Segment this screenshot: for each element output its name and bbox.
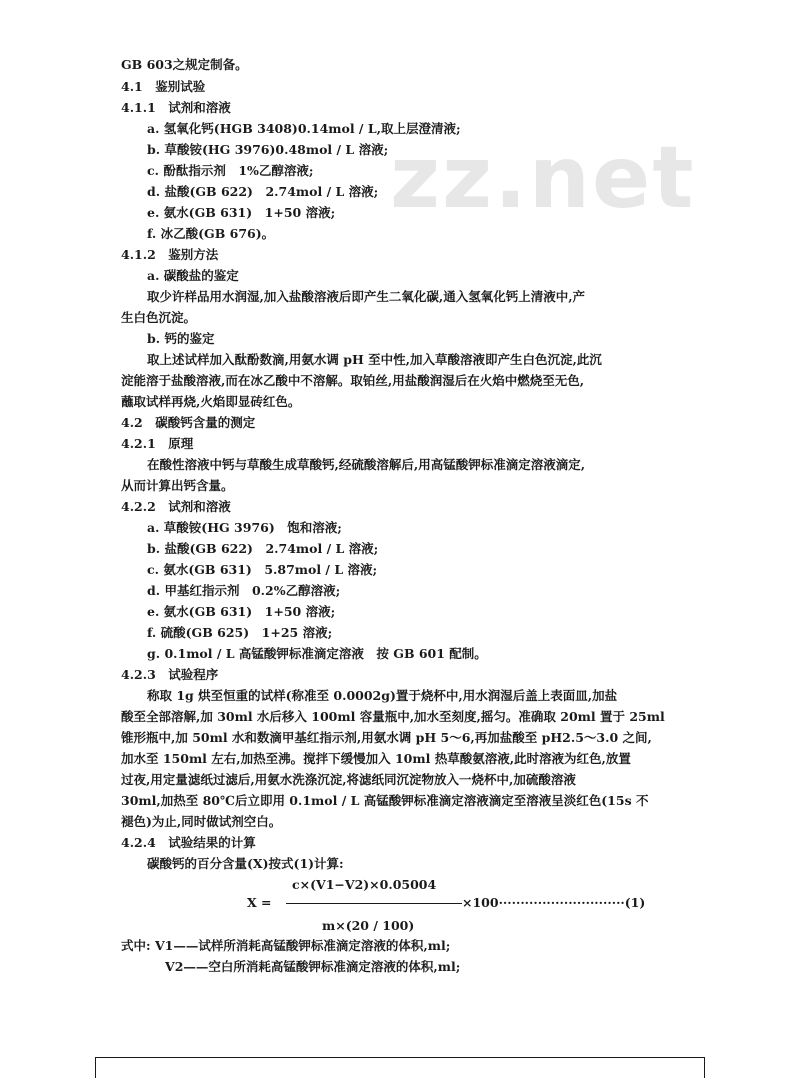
text-line: a. 氢氧化钙(HGB 3408)0.14mol / L,取上层澄清液; <box>147 121 461 136</box>
text-line: 酸至全部溶解,加 30ml 水后移入 100ml 容量瓶中,加水至刻度,摇匀。准确取 20ml 置于 25ml <box>121 709 665 724</box>
text-line: 4.2.2 试剂和溶液 <box>121 499 231 514</box>
text-line: 从而计算出钙含量。 <box>121 478 234 493</box>
text-line: V2——空白所消耗高锰酸钾标准滴定溶液的体积,ml; <box>165 959 461 974</box>
text-line: 取上述试样加入酞酚数滴,用氨水调 pH 至中性,加入草酸溶液即产生白色沉淀,此沉 <box>147 352 602 367</box>
text-line: 4.1.1 试剂和溶液 <box>121 100 231 115</box>
text-line: 式中: V1——试样所消耗高锰酸钾标准滴定溶液的体积,ml; <box>121 938 451 953</box>
text-line: GB 603之规定制备。 <box>121 57 248 72</box>
text-line: 在酸性溶液中钙与草酸生成草酸钙,经硫酸溶解后,用高锰酸钾标准滴定溶液滴定, <box>147 457 586 472</box>
text-line: c. 酚酞指示剂 1%乙醇溶液; <box>147 163 314 178</box>
text-line: 过夜,用定量滤纸过滤后,用氨水洗涤沉淀,将滤纸同沉淀物放入一烧杯中,加硫酸溶液 <box>121 772 576 787</box>
text-line: g. 0.1mol / L 高锰酸钾标准滴定溶液 按 GB 601 配制。 <box>147 646 487 661</box>
footer-frame <box>95 1057 705 1078</box>
formula-numerator: c×(V1−V2)×0.05004 <box>292 877 437 892</box>
text-line: 取少许样品用水润湿,加入盐酸溶液后即产生二氧化碳,通入氢氧化钙上清液中,产 <box>147 289 586 304</box>
text-line: 锥形瓶中,加 50ml 水和数滴甲基红指示剂,用氨水调 pH 5～6,再加盐酸至 pH2.5～3.0 之间, <box>121 730 652 745</box>
text-line: f. 硫酸(GB 625) 1+25 溶液; <box>147 625 333 640</box>
text-line: b. 钙的鉴定 <box>147 331 215 346</box>
text-line: 褪色)为止,同时做试剂空白。 <box>121 814 282 829</box>
formula-tail: ×100·····························(1) <box>462 895 646 910</box>
text-line: 淀能溶于盐酸溶液,而在冰乙酸中不溶解。取铂丝,用盐酸润湿后在火焰中燃烧至无色, <box>121 373 585 388</box>
text-line: b. 盐酸(GB 622) 2.74mol / L 溶液; <box>147 541 379 556</box>
text-line: 4.2.1 原理 <box>121 436 194 451</box>
text-line: 称取 1g 烘至恒重的试样(称准至 0.0002g)置于烧杯中,用水润湿后盖上表面皿,加盐 <box>147 688 618 703</box>
text-line: 加水至 150ml 左右,加热至沸。搅拌下缓慢加入 10ml 热草酸氨溶液,此时溶液为红色,放置 <box>121 751 631 766</box>
text-line: d. 盐酸(GB 622) 2.74mol / L 溶液; <box>147 184 379 199</box>
text-line: e. 氨水(GB 631) 1+50 溶液; <box>147 604 336 619</box>
text-line: 生白色沉淀。 <box>121 310 197 325</box>
formula-denominator: m×(20 / 100) <box>322 918 415 933</box>
text-line: a. 碳酸盐的鉴定 <box>147 268 239 283</box>
text-line: 碳酸钙的百分含量(X)按式(1)计算: <box>147 856 344 871</box>
text-line: 蘸取试样再烧,火焰即显砖红色。 <box>121 394 301 409</box>
text-line: 4.2 碳酸钙含量的测定 <box>121 415 256 430</box>
text-line: 30ml,加热至 80℃后立即用 0.1mol / L 高锰酸钾标准滴定溶液滴定至溶液呈淡红色(15s 不 <box>121 793 649 808</box>
text-line: 4.2.4 试验结果的计算 <box>121 835 256 850</box>
text-line: 4.1 鉴别试验 <box>121 79 206 94</box>
text-line: e. 氨水(GB 631) 1+50 溶液; <box>147 205 336 220</box>
formula-lhs: X = <box>247 895 272 910</box>
text-line: 4.1.2 鉴别方法 <box>121 247 219 262</box>
text-line: d. 甲基红指示剂 0.2%乙醇溶液; <box>147 583 341 598</box>
text-line: a. 草酸铵(HG 3976) 饱和溶液; <box>147 520 342 535</box>
text-line: 4.2.3 试验程序 <box>121 667 219 682</box>
text-line: b. 草酸铵(HG 3976)0.48mol / L 溶液; <box>147 142 389 157</box>
text-line: c. 氨水(GB 631) 5.87mol / L 溶液; <box>147 562 378 577</box>
text-line: f. 冰乙酸(GB 676)。 <box>147 226 275 241</box>
watermark-text: zz.net <box>390 128 696 228</box>
fraction-bar <box>286 903 462 904</box>
